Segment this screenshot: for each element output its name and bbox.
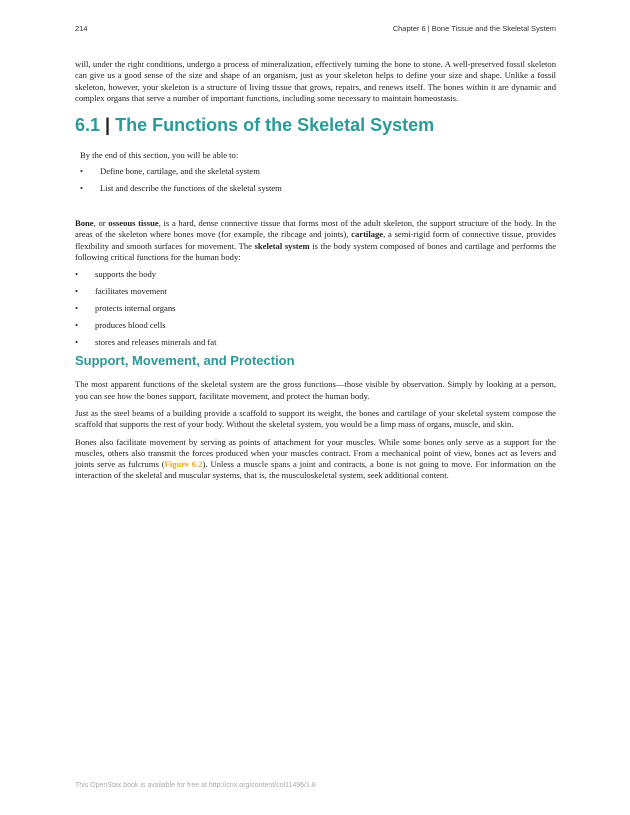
subsection-heading: Support, Movement, and Protection [75, 353, 295, 369]
bullet-icon: • [75, 336, 79, 347]
bullet-icon: • [80, 183, 84, 194]
page-number: 214 [75, 24, 88, 33]
paragraph-movement: Bones also facilitate movement by serving as points of attachment for your muscles. While some bones only serve as a support for the muscles, others also transmit the forces produced when your muscles contract. From a mechanical point of view, bones act as levers and joints serve as fulcrums (Figure 6.2). Unless a muscle spans a joint and contracts, a bone is not going to move. For information on the interaction of the skeletal and muscular systems, that is, the musculoskeletal system, seek additional content. [75, 436, 556, 481]
bullet-icon: • [75, 286, 79, 297]
list-item: • facilitates movement [75, 286, 167, 297]
list-item: • protects internal organs [75, 302, 176, 313]
section-heading [75, 114, 556, 136]
learning-objectives [80, 150, 556, 218]
term-bone: Bone [75, 218, 94, 229]
term-osseous-tissue: osseous tissue [108, 218, 159, 229]
section-separator: | [105, 115, 111, 136]
list-item: • produces blood cells [75, 319, 166, 330]
list-item: • stores and releases minerals and fat [75, 336, 217, 347]
section-title: The Functions of the Skeletal System [115, 115, 435, 136]
paragraph-scaffold: Just as the steel beams of a building provide a scaffold to support its weight, the bones and cartilage of your skeletal system compose the scaffold that supports the rest of your body. Without the skeletal system, you would be a limp mass of organs, muscle, and skin. [75, 407, 556, 430]
page-content [75, 59, 556, 488]
term-skeletal-system: skeletal system [254, 240, 310, 251]
paragraph-gross-functions: The most apparent functions of the skeletal system are the gross functions—those visible by observation. Simply by looking at a person, you can see how the bones support, facilitate movement, and protect the human body. [75, 379, 556, 401]
page-header [75, 24, 556, 36]
objectives-list [80, 166, 556, 194]
list-item: • List and describe the functions of the skeletal system [80, 183, 282, 194]
bullet-icon: • [75, 319, 79, 330]
section-number: 6.1 [75, 115, 101, 136]
figure-6-2-link[interactable]: Figure 6.2 [164, 459, 203, 470]
functions-list [75, 269, 556, 347]
term-cartilage: cartilage [351, 229, 384, 240]
bullet-icon: • [75, 269, 79, 280]
definition-paragraph: Bone, or osseous tissue, is a hard, dense connective tissue that forms most of the adult skeleton, the support structure of the body. In the areas of the skeleton where bones move (for example, the ribcage and joints), cartilage, a semi-rigid form of connective tissue, provides flexibility and smooth surfaces for movement. The skeletal system is the body system composed of bones and cartilage and performs the following critical functions for the human body: [75, 218, 557, 263]
list-item: • Define bone, cartilage, and the skeletal system [80, 166, 260, 177]
chapter-title: Chapter 6 | Bone Tissue and the Skeletal System [392, 24, 556, 33]
list-item: • supports the body [75, 269, 157, 280]
bullet-icon: • [80, 166, 84, 177]
page-footer: This OpenStax book is available for free at http://cnx.org/content/col11496/1.8 [75, 782, 316, 789]
bullet-icon: • [75, 302, 79, 313]
objectives-intro: By the end of this section, you will be able to: [80, 150, 239, 161]
intro-paragraph: will, under the right conditions, undergo a process of mineralization, effectively turning the bone to stone. A well-preserved fossil skeleton can give us a good sense of the size and shape of an organism, just as your skeleton helps to define your size and shape. Unlike a fossil skeleton, however, your skeleton is a structure of living tissue that grows, repairs, and renews itself. The bones within it are dynamic and complex organs that serve a number of important functions, including some necessary to maintain homeostasis. [75, 59, 556, 103]
